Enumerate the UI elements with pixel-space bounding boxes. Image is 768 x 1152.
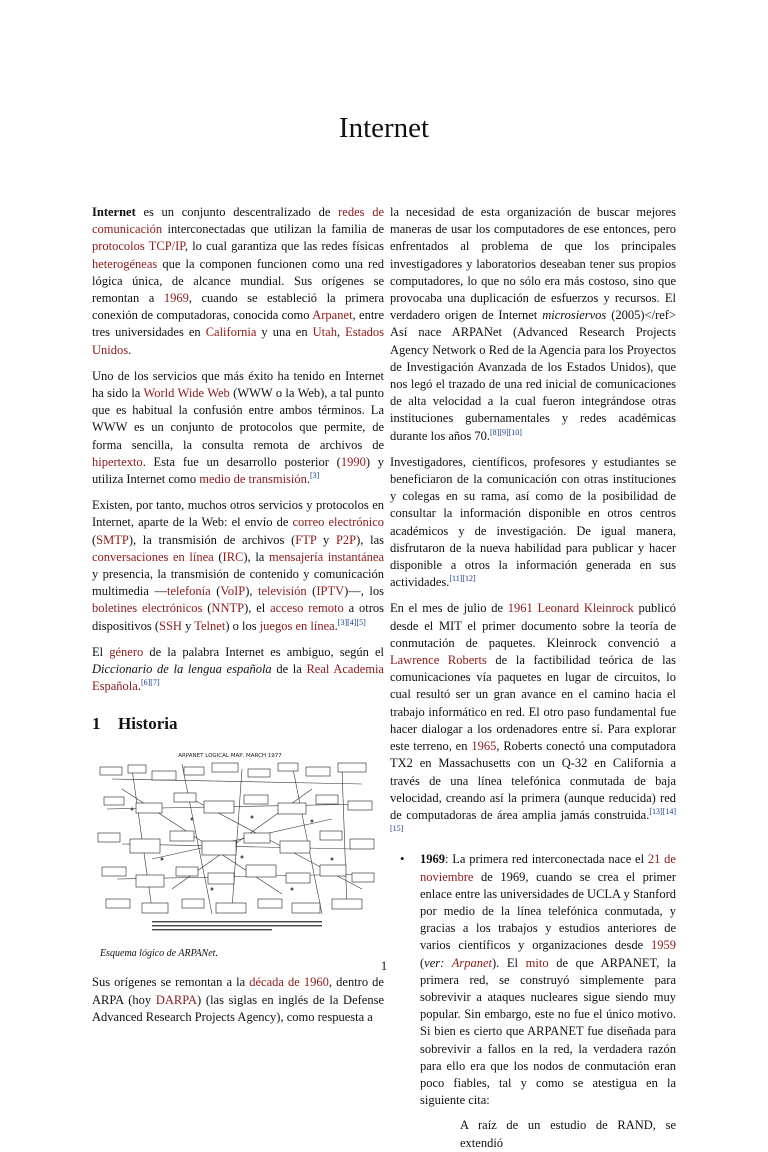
wiki-link[interactable]: telefonía [166, 584, 211, 599]
text-run: )—, los [344, 584, 385, 599]
text-run: ( [210, 584, 221, 599]
text-run: , [336, 325, 346, 340]
text-run: . Esta fue un desarrollo posterior ( [142, 454, 341, 469]
text-run: . [128, 342, 132, 357]
wiki-link[interactable]: 1961 [507, 601, 533, 616]
text-run: ), la [243, 549, 269, 564]
text-run: ( [213, 549, 223, 564]
wiki-link[interactable]: redes de comunicación [92, 205, 384, 237]
wiki-link[interactable]: SMTP [96, 532, 129, 547]
page-title: Internet [338, 112, 430, 144]
wiki-link[interactable]: DARPA [155, 992, 198, 1007]
paragraph-kleinrock [390, 600, 676, 841]
left-column [92, 204, 384, 1035]
wiki-link[interactable]: acceso remoto [270, 601, 344, 616]
citation-link[interactable]: [11][12] [449, 574, 476, 584]
paragraph-intro [92, 204, 384, 359]
text-run: Diccionario de la lengua española [92, 662, 272, 677]
wiki-link[interactable]: Real Academia Española [92, 662, 384, 694]
wiki-link[interactable]: IPTV [316, 584, 345, 599]
text-run: . [334, 618, 338, 633]
paragraph-origins [92, 974, 384, 1026]
section-heading-historia [92, 713, 384, 735]
arpanet-map-image [92, 749, 378, 939]
text-run: interconectadas que utilizan la familia de [162, 222, 384, 237]
text-run: microsiervos [542, 308, 607, 323]
quote: A raíz de un estudio de RAND, se extendió [460, 1118, 676, 1150]
wiki-link[interactable]: California [205, 325, 257, 340]
wiki-link[interactable]: juegos en línea [259, 618, 335, 633]
arpanet-map-figure [92, 749, 384, 939]
text-run: de que ARPANET, la primera red, se construyó simplemente para sobrevivir a ataques nucleares sigue siendo muy popular. Sin embargo, este no fue el único motivo. Si bien es cierto que ARPANET fue diseñada para sobrevivir a fallos en la red, la verdadera razón para ello era que los nodos de conmutación eran poco fiables, tal y como se atestigua en la siguiente cita: [420, 955, 676, 1108]
citation-link[interactable]: [3] [310, 470, 320, 480]
paragraph-www [92, 368, 384, 488]
text-run: a otros dispositivos ( [92, 601, 384, 633]
paragraph-services [92, 497, 384, 635]
text-run: ) y utiliza Internet como [92, 454, 384, 487]
text-run: , dentro de ARPA (hoy [92, 975, 384, 1007]
wiki-link[interactable]: Estados Unidos [92, 325, 385, 357]
text-run: . [137, 679, 141, 694]
wiki-link[interactable]: 21 de noviembre [420, 852, 676, 884]
wiki-link[interactable]: conversaciones en línea [92, 549, 214, 564]
text-run: , entre tres universidades en [92, 308, 385, 340]
text-run: ) (las siglas en inglés de la Defense Advanced Research Projects Agency), como respuesta a [92, 992, 385, 1024]
text-run: es un conjunto descentralizado de [135, 205, 339, 219]
text-run: 1969 [420, 852, 445, 867]
text-run: publicó desde el MIT el primer documento sobre la teoría de conmutación de paquetes. Kleinrock convenció a [390, 601, 676, 650]
text-run: Investigadores, científicos, profesores y estudiantes se beneficiaron de la comunicación con otras instituciones y colegas en su rama, así como de la posibilidad de consultar la información disponible en otros centros académicos y de investigación. De igual manera, disfrutaron de la nueva habilidad para publicar y hacer disponible a otros la información generada en sus actividades. [390, 454, 676, 590]
text-run: , cuando se estableció la primera conexión de computadoras, conocida como [92, 291, 384, 323]
text-run: (2005)</ref> Así nace ARPANet (Advanced Research Projects Agency Network o Red de la Agencia para los Proyectos de Investigación Avanzada de los Estados Unidos), que nos legó el trazado de una red inicial de comunicaciones de alta velocidad a la cual fueron integrándose otras instituciones gubernamentales y redes académicas durante los años 70. [390, 308, 676, 443]
text-run: En el mes de julio de [390, 601, 508, 616]
text-run: y [181, 618, 195, 633]
list-item [400, 851, 676, 1151]
text-run: de 1969, cuando se crea el primer enlace entre las universidades de UCLA y Stanford por medio de la línea telefónica conmutada, y gracias a los trabajos y estudios anteriores de varios científicos y organizaciones desde [420, 869, 676, 953]
text-run: ( [92, 532, 97, 547]
wiki-link[interactable]: FTP [295, 532, 317, 547]
text-run: ), la transmisión de archivos ( [128, 532, 296, 547]
paragraph-researchers [390, 454, 676, 592]
text-run: ( [420, 955, 425, 970]
text-run: (WWW o la Web), a tal punto que es habitual la confusión entre ambos términos. La WWW es un conjunto de protocolos que permite, de forma sencilla, la consulta remota de archivos de [92, 386, 384, 452]
wiki-link[interactable]: mito [525, 955, 549, 970]
wiki-link[interactable]: IRC [222, 549, 244, 564]
citation-link[interactable]: [8][9][10] [489, 427, 522, 437]
text-run: la necesidad de esta organización de buscar mejores maneras de usar los computadores de ese entonces, pero enfrentados al problema de que los principales investigadores y laboratorios deseaban tener sus propios computadores, lo que no sólo era más costoso, sino que provocaba una duplicación de esfuerzos y recursos. El verdadero origen de Internet [390, 205, 676, 323]
wiki-link[interactable]: género [109, 644, 144, 659]
citation-link[interactable]: [13][14][15] [390, 806, 676, 833]
history-list [390, 851, 676, 1151]
text-run: ). El [492, 955, 526, 970]
paragraph-arpanet [390, 204, 676, 445]
text-run: : La primera red interconectada nace el [445, 852, 648, 867]
wiki-link[interactable]: VoIP [220, 584, 246, 599]
bullet-icon: • [400, 852, 405, 867]
section-number: 1 [92, 714, 101, 734]
text-run: que la componen funcionen como una red lógica única, de alcance mundial. Sus orígenes se remontan a [92, 256, 384, 306]
text-run: ver: [424, 955, 452, 970]
wiki-link[interactable]: boletines electrónicos [92, 601, 203, 616]
text-run: , Roberts conectó una computadora TX2 en Massachusetts con un Q-32 en California a través de una línea telefónica conmutada de baja velocidad, creando así la primera (aunque reducida) red de computadoras de área amplia jamás construida. [390, 739, 676, 822]
wiki-link[interactable]: 1969 [163, 291, 189, 306]
right-column [390, 204, 676, 1152]
wiki-link[interactable]: World Wide Web [143, 386, 230, 401]
wiki-link[interactable]: Leonard Kleinrock [537, 601, 634, 616]
wiki-link[interactable]: hipertexto [92, 454, 143, 469]
text-run: , lo cual garantiza que las redes físicas [184, 239, 384, 254]
wiki-link[interactable]: Telnet [194, 618, 226, 633]
wiki-link[interactable]: televisión [258, 584, 307, 599]
text-run: ), el [244, 601, 271, 616]
text-run: ) o los [225, 618, 260, 633]
wiki-link[interactable]: correo electrónico [292, 515, 384, 530]
wiki-link[interactable]: SSH [159, 618, 182, 633]
text-run: de la [271, 662, 307, 677]
wiki-link[interactable]: Lawrence Roberts [390, 653, 487, 668]
wiki-link[interactable]: 1965 [471, 739, 497, 754]
wiki-link[interactable]: NNTP [211, 601, 245, 616]
wiki-link[interactable]: década de 1960 [249, 975, 329, 990]
citation-link[interactable]: [6][7] [140, 678, 160, 688]
text-run: ( [306, 584, 317, 599]
wiki-link[interactable]: heterogéneas [92, 256, 158, 271]
text-run: de la factibilidad teórica de las comunicaciones vía paquetes en lugar de circuitos, lo cual resultó ser un gran avance en el camino hacia el trabajo informático en red. El otro paso fundamental fue hacer dialogar a los ordenadores entre sí. Para explorar este terreno, en [390, 653, 677, 754]
figure-title: ARPANET LOGICAL MAP, MARCH 1977 [178, 753, 282, 760]
text-run: Internet [92, 205, 136, 219]
text-run: ( [202, 601, 212, 616]
text-run: Existen, por tanto, muchos otros servicios y protocolos en Internet, aparte de la Web: el envío de [92, 498, 384, 530]
text-run: El [92, 644, 110, 659]
text-run: y [316, 532, 336, 547]
paragraph-gender [92, 644, 384, 696]
text-run: y presencia, la transmisión de contenido y comunicación multimedia — [92, 567, 384, 599]
list-item-text [420, 852, 676, 1107]
text-run: y una en [256, 325, 313, 340]
text-run: Uno de los servicios que más éxito ha tenido en Internet ha sido la [92, 368, 384, 401]
text-run: de la palabra Internet es ambiguo, según el [143, 644, 384, 659]
wiki-link[interactable]: 1959 [651, 938, 676, 953]
wiki-link[interactable]: Arpanet [451, 955, 492, 970]
wiki-link[interactable]: Utah [312, 325, 337, 340]
text-run: ), [245, 584, 259, 599]
wiki-link[interactable]: Arpanet [312, 308, 353, 323]
text-run: ), las [356, 532, 384, 547]
citation-link[interactable]: [3][4][5] [337, 617, 366, 627]
text-run: . [306, 472, 311, 487]
page-number: 1 [380, 959, 388, 973]
figure-caption: Esquema lógico de ARPANet. [100, 948, 218, 960]
wiki-link[interactable]: protocolos TCP/IP [92, 239, 185, 254]
text-run: Sus orígenes se remontan a la [92, 975, 250, 990]
wiki-link[interactable]: P2P [335, 532, 357, 547]
section-title: Historia [118, 714, 178, 734]
wiki-link[interactable]: 1990 [340, 454, 366, 469]
wiki-link[interactable]: medio de transmisión [199, 472, 307, 487]
wiki-link[interactable]: mensajería instantánea [268, 549, 384, 564]
